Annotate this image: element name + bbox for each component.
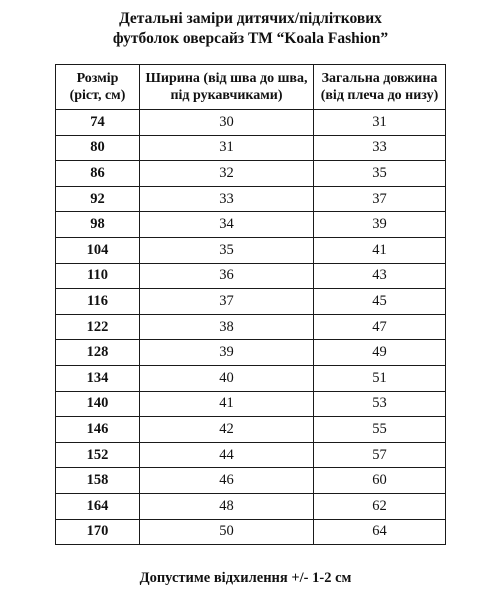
table-row	[56, 212, 446, 238]
table-row	[56, 493, 446, 519]
width-cell: 44	[140, 442, 314, 468]
table-row	[56, 237, 446, 263]
table-row	[56, 161, 446, 187]
length-cell: 47	[314, 314, 446, 340]
width-cell: 50	[140, 519, 314, 545]
header-size	[56, 65, 140, 110]
width-cell: 33	[140, 186, 314, 212]
length-cell: 55	[314, 417, 446, 443]
size-cell: 158	[56, 468, 140, 494]
width-cell: 48	[140, 493, 314, 519]
width-cell: 41	[140, 391, 314, 417]
width-cell: 38	[140, 314, 314, 340]
width-cell: 34	[140, 212, 314, 238]
length-cell: 64	[314, 519, 446, 545]
table-row	[56, 289, 446, 315]
header-width	[140, 65, 314, 110]
width-cell: 42	[140, 417, 314, 443]
size-cell: 80	[56, 135, 140, 161]
length-cell: 57	[314, 442, 446, 468]
size-cell: 104	[56, 237, 140, 263]
size-cell: 86	[56, 161, 140, 187]
width-cell: 37	[140, 289, 314, 315]
size-cell: 98	[56, 212, 140, 238]
length-cell: 51	[314, 365, 446, 391]
length-cell: 33	[314, 135, 446, 161]
length-cell: 43	[314, 263, 446, 289]
size-cell: 92	[56, 186, 140, 212]
size-chart-table	[55, 64, 446, 545]
header-width-line-1: Ширина (від шва до шва,	[145, 71, 308, 86]
width-cell: 30	[140, 110, 314, 136]
table-row	[56, 417, 446, 443]
size-cell: 140	[56, 391, 140, 417]
size-cell: 152	[56, 442, 140, 468]
width-cell: 36	[140, 263, 314, 289]
page-title	[0, 9, 501, 49]
header-size-line-2: (ріст, см)	[69, 88, 126, 103]
table-row	[56, 365, 446, 391]
table-header-row	[56, 65, 446, 110]
length-cell: 35	[314, 161, 446, 187]
table-row	[56, 340, 446, 366]
length-cell: 39	[314, 212, 446, 238]
length-cell: 60	[314, 468, 446, 494]
header-width-line-2: під рукавчиками)	[170, 88, 283, 103]
width-cell: 31	[140, 135, 314, 161]
length-cell: 49	[314, 340, 446, 366]
length-cell: 45	[314, 289, 446, 315]
size-cell: 164	[56, 493, 140, 519]
table-row	[56, 186, 446, 212]
header-size-line-1: Розмір	[76, 71, 119, 86]
size-cell: 146	[56, 417, 140, 443]
size-cell: 116	[56, 289, 140, 315]
length-cell: 53	[314, 391, 446, 417]
table-row	[56, 135, 446, 161]
table-row	[56, 519, 446, 545]
size-cell: 122	[56, 314, 140, 340]
width-cell: 40	[140, 365, 314, 391]
table-row	[56, 314, 446, 340]
length-cell: 37	[314, 186, 446, 212]
table-row	[56, 110, 446, 136]
title-line-1: Детальні заміри дитячих/підліткових	[119, 10, 382, 27]
header-length-line-1: Загальна довжина	[321, 71, 438, 86]
table-row	[56, 263, 446, 289]
tolerance-note: Допустиме відхилення +/- 1-2 см	[139, 570, 352, 586]
length-cell: 62	[314, 493, 446, 519]
table-row	[56, 468, 446, 494]
width-cell: 32	[140, 161, 314, 187]
header-length	[314, 65, 446, 110]
size-cell: 110	[56, 263, 140, 289]
width-cell: 46	[140, 468, 314, 494]
table-row	[56, 391, 446, 417]
size-cell: 170	[56, 519, 140, 545]
header-length-line-2: (від плеча до низу)	[320, 88, 439, 103]
width-cell: 39	[140, 340, 314, 366]
size-cell: 134	[56, 365, 140, 391]
title-line-2: футболок оверсайз ТМ “Koala Fashion”	[112, 30, 389, 47]
width-cell: 35	[140, 237, 314, 263]
length-cell: 31	[314, 110, 446, 136]
size-cell: 128	[56, 340, 140, 366]
length-cell: 41	[314, 237, 446, 263]
size-cell: 74	[56, 110, 140, 136]
table-row	[56, 442, 446, 468]
